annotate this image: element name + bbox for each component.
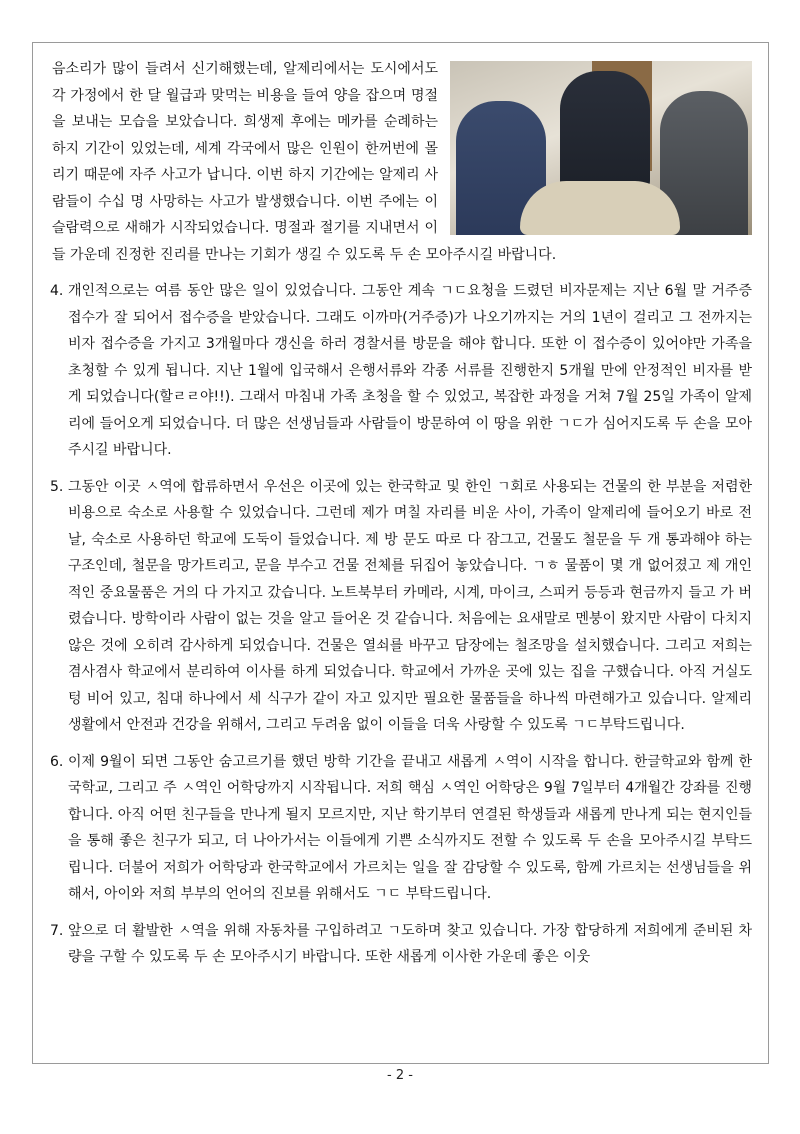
page-number: - 2 - <box>387 1068 413 1083</box>
photo-sheep <box>520 181 680 235</box>
list-number: 7. <box>50 922 64 939</box>
list-item <box>52 474 752 739</box>
list-number: 5. <box>50 478 64 495</box>
document-body <box>52 56 752 981</box>
list-text: 그동안 이곳 ㅅ역에 합류하면서 우선은 이곳에 있는 한국학교 및 한인 ㄱ회로 사용되는 건물의 한 부분을 저렴한 비용으로 숙소로 사용할 수 있었습니다. 그런데 제가 며칠 자리를 비운 사이, 가족이 알제리에 들어오기 바로 전날, 숙소로 사용하던 학교에 도둑이 들었습니다. 제 방 문도 따로 다 잠그고, 건물도 철문을 두 개 통과해야 하는 구조인데, 철문을 망가트리고, 문을 부수고 건물 전체를 뒤집어 놓았습니다. ㄱㅎ 물품이 몇 개 없어졌고 제 개인적인 중요물품은 거의 다 가지고 갔습니다. 노트북부터 카메라, 시계, 마이크, 스피커 등등과 현금까지 들고 가 버렸습니다. 방학이라 사람이 없는 것을 알고 들어온 것 같습니다. 처음에는 요새말로 멘붕이 왔지만 사람이 다치지 않은 것에 오히려 감사하게 되었습니다. 건물은 열쇠를 바꾸고 담장에는 철조망을 설치했습니다. 그리고 저희는 겸사겸사 학교에서 분리하여 이사를 하게 되었습니다. 학교에서 가까운 곳에 있는 집을 구했습니다. 아직 거실도 텅 비어 있고, 침대 하나에서 세 식구가 같이 자고 있지만 필요한 물품들을 하나씩 마련해가고 있습니다. 알제리 생활에서 안전과 건강을 위해서, 그리고 두려움 없이 이들을 더욱 사랑할 수 있도록 ㄱㄷ부탁드립니다. <box>68 478 752 733</box>
sheep-photo <box>450 61 752 235</box>
numbered-list <box>52 278 752 971</box>
photo-person-middle <box>560 71 650 191</box>
list-text: 이제 9월이 되면 그동안 숨고르기를 했던 방학 기간을 끝내고 새롭게 ㅅ역이 시작을 합니다. 한글학교와 함께 한국학교, 그리고 주 ㅅ역인 어학당까지 시작됩니다. 저희 핵심 ㅅ역인 어학당은 9월 7일부터 4개월간 강좌를 진행합니다. 아직 어떤 친구들을 만나게 될지 모르지만, 지난 학기부터 연결된 학생들과 새롭게 만나게 되는 현지인들을 통해 좋은 친구가 되고, 더 나아가서는 이들에게 기쁜 소식까지도 전할 수 있도록 두 손을 모아주시길 부탁드립니다. 더불어 저희가 어학당과 한국학교에서 가르치는 일을 잘 감당할 수 있도록, 함께 가르치는 선생님들을 위해서, 아이와 저희 부부의 언어의 진보를 위해서도 ㄱㄷ 부탁드립니다. <box>68 753 752 902</box>
list-text: 앞으로 더 활발한 ㅅ역을 위해 자동차를 구입하려고 ㄱ도하며 찾고 있습니다. 가장 합당하게 저희에게 준비된 차량을 구할 수 있도록 두 손 모아주시기 바랍니다. 또한 새롭게 이사한 가운데 좋은 이웃 <box>68 922 752 965</box>
list-item <box>52 278 752 464</box>
list-number: 4. <box>50 283 64 299</box>
list-number: 6. <box>50 753 64 770</box>
list-item <box>52 749 752 908</box>
list-text: 개인적으로는 여름 동안 많은 일이 있었습니다. 그동안 계속 ㄱㄷ요청을 드렸던 비자문제는 지난 6월 말 거주증 접수가 잘 되어서 접수증을 받았습니다. 그래도 이까마(거주증)가 나오기까지는 거의 1년이 걸리고 그 전까지는 비자 접수증을 가지고 3개월마다 갱신을 하러 경찰서를 방문을 해야 합니다. 또한 이 접수증이 있어야만 가족을 초청할 수 있게 됩니다. 지난 1월에 입국해서 은행서류와 각종 서류를 진행한지 5개월 만에 안정적인 비자를 받게 되었습니다(할ㄹㄹ야!!). 그래서 마침내 가족 초청을 할 수 있었고, 복잡한 과정을 거쳐 7월 25일 가족이 알제리에 들어오게 되었습니다. 더 많은 선생님들과 사람들이 방문하여 이 땅을 위한 ㄱㄷ가 심어지도록 두 손을 모아주시길 바랍니다. <box>68 283 752 458</box>
list-item <box>52 918 752 971</box>
intro-section <box>52 56 752 268</box>
intro-paragraph: 음소리가 많이 들려서 신기해했는데, 알제리에서는 도시에서도 각 가정에서 한 달 월급과 맞먹는 비용을 들여 양을 잡으며 명절을 보내는 모습을 보았습니다. 희생제 후에는 메카를 순례하는 하지 기간이 있었는데, 세계 각국에서 많은 인원이 한꺼번에 몰리기 때문에 자주 사고가 납니다. 이번 하지 기간에는 알제리 사람들이 수십 명 사망하는 사고가 발생했습니다. 이번 주에는 이슬람력으로 새해가 시작되었습니다. 명절과 절기를 지내면서 이들 가운데 진정한 진리를 만나는 기회가 생길 수 있도록 두 손 모아주시길 바랍니다. <box>52 61 557 263</box>
